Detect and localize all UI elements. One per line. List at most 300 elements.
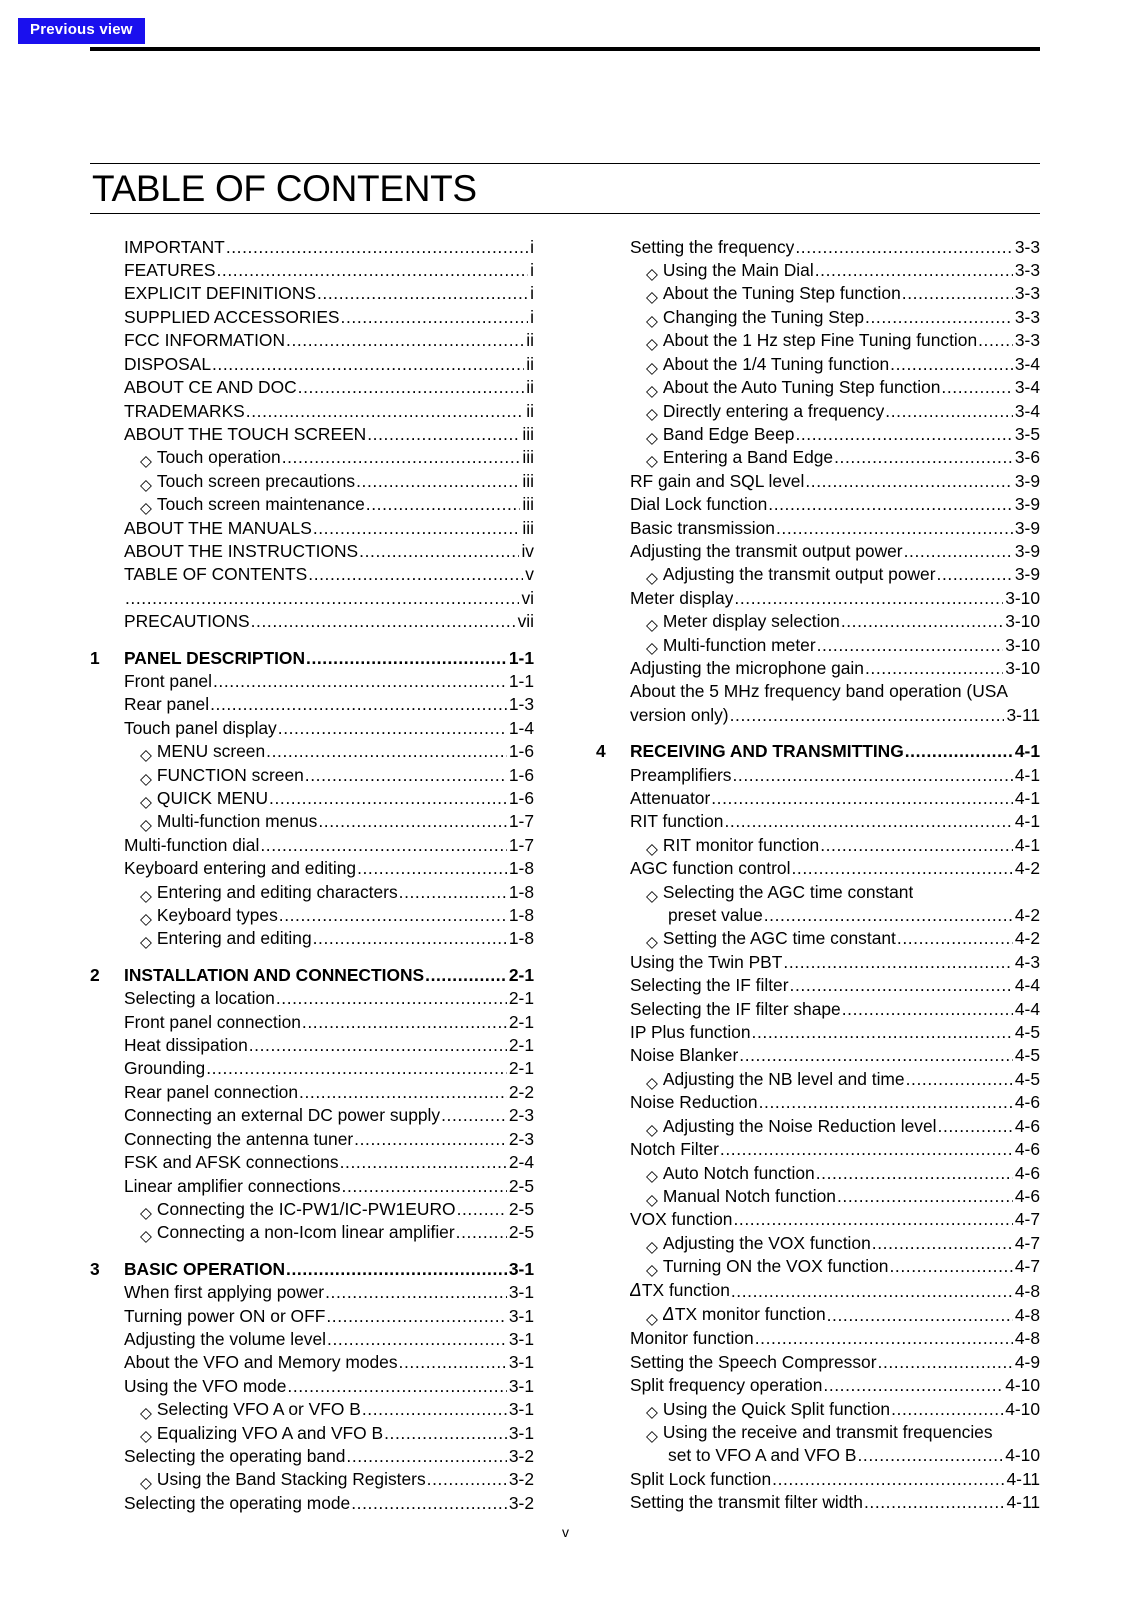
delta-symbol: Δ — [662, 1304, 675, 1325]
toc-entry-page-number: 4-6 — [1014, 1115, 1040, 1136]
toc-entry-page-number: 3-3 — [1014, 283, 1040, 304]
toc-entry-label: Band Edge Beep — [662, 423, 795, 444]
diamond-bullet-icon: ◇ — [140, 1428, 152, 1446]
dot-leader — [827, 1304, 1013, 1327]
toc-entry-page-number: 1-6 — [508, 764, 534, 785]
dot-leader — [279, 904, 507, 927]
diamond-bullet-icon: ◇ — [646, 336, 658, 354]
diamond-bullet-icon: ◇ — [646, 359, 658, 377]
dot-leader — [260, 834, 507, 857]
toc-left-column — [90, 236, 534, 1516]
toc-entry-label: Noise Reduction — [630, 1092, 758, 1113]
dot-leader — [897, 927, 1013, 950]
toc-entry-page-number: 4-1 — [1014, 741, 1040, 762]
dot-leader — [286, 1258, 507, 1281]
toc-entry-label: Adjusting the NB level and time — [662, 1068, 905, 1089]
toc-entry[interactable] — [90, 927, 534, 950]
toc-entry-label: FUNCTION screen — [156, 764, 304, 785]
dot-leader — [313, 517, 521, 540]
toc-entry[interactable] — [596, 1374, 1040, 1397]
dot-leader — [890, 353, 1013, 376]
toc-entry[interactable] — [596, 1491, 1040, 1514]
toc-entry-label: IP Plus function — [630, 1022, 751, 1043]
toc-entry[interactable] — [596, 259, 1040, 282]
toc-entry-label: Notch Filter — [630, 1139, 719, 1160]
toc-entry-label: Rear panel connection — [124, 1081, 299, 1102]
toc-entry[interactable] — [90, 1328, 534, 1351]
dot-leader — [456, 1221, 507, 1244]
toc-entry-label: Front panel connection — [124, 1011, 301, 1032]
toc-entry[interactable] — [90, 740, 534, 763]
toc-entry-label: Using the VFO mode — [124, 1375, 287, 1396]
toc-entry-label: Auto Notch function — [662, 1162, 815, 1183]
toc-entry-label: BASIC OPERATION — [124, 1258, 286, 1279]
toc-entry[interactable] — [596, 446, 1040, 469]
dot-leader — [425, 964, 507, 987]
dot-leader — [399, 881, 507, 904]
toc-entry-page-number: 2-1 — [508, 1035, 534, 1056]
toc-entry-page-number: 3-1 — [508, 1328, 534, 1349]
diamond-bullet-icon: ◇ — [140, 500, 152, 518]
toc-entry-label: Using the receive and transmit frequencies — [662, 1421, 993, 1442]
page-number-footer: v — [562, 1524, 569, 1540]
toc-entry-page-number: 3-3 — [1014, 306, 1040, 327]
toc-right-column — [596, 236, 1040, 1516]
toc-entry[interactable] — [596, 927, 1040, 950]
toc-entry[interactable] — [90, 517, 534, 540]
toc-entry-page-number: 3-1 — [508, 1352, 534, 1373]
dot-leader — [399, 1351, 507, 1374]
toc-entry[interactable] — [596, 423, 1040, 446]
toc-entry-page-number: 4-7 — [1014, 1209, 1040, 1230]
toc-entry-page-number: 4-10 — [1005, 1398, 1040, 1419]
toc-entry[interactable] — [90, 423, 534, 446]
toc-chapter-entry[interactable] — [90, 1258, 534, 1281]
toc-entry[interactable] — [596, 998, 1040, 1021]
toc-entry[interactable] — [596, 1208, 1040, 1231]
toc-entry[interactable] — [90, 1104, 534, 1127]
toc-entry-page-number: i — [530, 236, 534, 257]
toc-entry-label: INSTALLATION AND CONNECTIONS — [124, 964, 425, 985]
toc-entry-label: Setting the frequency — [630, 236, 795, 257]
toc-entry-page-number: v — [525, 564, 534, 585]
dot-leader — [212, 353, 524, 376]
toc-entry[interactable] — [90, 881, 534, 904]
toc-chapter-entry[interactable] — [90, 964, 534, 987]
toc-entry[interactable] — [596, 974, 1040, 997]
toc-entry-label: Keyboard types — [156, 905, 278, 926]
toc-entry-page-number: ii — [526, 353, 534, 374]
dot-leader — [359, 540, 519, 563]
dot-leader — [768, 493, 1013, 516]
toc-entry-page-number: 3-2 — [508, 1469, 534, 1490]
toc-entry[interactable] — [596, 1138, 1040, 1161]
diamond-bullet-icon: ◇ — [140, 770, 152, 788]
toc-entry[interactable] — [596, 282, 1040, 305]
toc-entry-page-number: 1-1 — [508, 647, 534, 668]
toc-entry[interactable] — [596, 517, 1040, 540]
toc-entry-label: Directly entering a frequency — [662, 400, 885, 421]
toc-entry-page-number: 1-8 — [508, 928, 534, 949]
toc-entry[interactable] — [596, 787, 1040, 810]
toc-entry[interactable] — [90, 904, 534, 927]
toc-entry[interactable] — [596, 400, 1040, 423]
dot-leader — [790, 974, 1013, 997]
toc-entry-label: Manual Notch function — [662, 1185, 836, 1206]
toc-entry[interactable] — [90, 1468, 534, 1491]
toc-chapter-entry[interactable] — [596, 740, 1040, 763]
toc-entry-page-number: 4-3 — [1014, 951, 1040, 972]
toc-entry[interactable] — [596, 306, 1040, 329]
diamond-bullet-icon: ◇ — [140, 910, 152, 928]
toc-entry-label: Adjusting the transmit output power — [630, 540, 903, 561]
toc-entry[interactable] — [596, 563, 1040, 586]
toc-entry[interactable] — [90, 1398, 534, 1421]
toc-chapter-entry[interactable] — [90, 647, 534, 670]
toc-entry-label: version only) — [630, 704, 729, 725]
toc-entry-continuation[interactable] — [596, 1444, 1040, 1467]
section-gap — [90, 634, 534, 647]
toc-entry[interactable] — [596, 1091, 1040, 1114]
toc-entry[interactable] — [596, 610, 1040, 633]
toc-entry-label: Connecting the antenna tuner — [124, 1128, 354, 1149]
toc-entry-page-number: 4-11 — [1006, 1492, 1040, 1513]
toc-entry-label: Adjusting the VOX function — [662, 1232, 871, 1253]
toc-entry[interactable] — [90, 1034, 534, 1057]
toc-entry[interactable] — [90, 1128, 534, 1151]
toc-entry[interactable] — [90, 400, 534, 423]
toc-entry[interactable] — [596, 657, 1040, 680]
toc-entry[interactable] — [596, 1255, 1040, 1278]
toc-entry[interactable] — [90, 446, 534, 469]
toc-entry[interactable] — [90, 857, 534, 880]
toc-entry-label: Using the Main Dial — [662, 260, 814, 281]
toc-entry-label: Meter display selection — [662, 611, 840, 632]
diamond-bullet-icon: ◇ — [646, 406, 658, 424]
toc-entry-page-number: 3-3 — [1014, 236, 1040, 257]
toc-entry-label: Entering a Band Edge — [662, 447, 834, 468]
toc-entry-page-number: 3-9 — [1014, 517, 1040, 538]
toc-entry-label: QUICK MENU — [156, 788, 269, 808]
toc-entry[interactable] — [90, 764, 534, 787]
diamond-bullet-icon: ◇ — [646, 1121, 658, 1139]
toc-entry[interactable] — [90, 717, 534, 740]
dot-leader — [817, 634, 1004, 657]
toc-entry[interactable] — [596, 236, 1040, 259]
toc-entry[interactable] — [90, 1057, 534, 1080]
toc-entry[interactable] — [596, 1398, 1040, 1421]
diamond-bullet-icon: ◇ — [140, 817, 152, 835]
dot-leader — [978, 329, 1013, 352]
dot-leader — [864, 1491, 1005, 1514]
dot-leader — [764, 904, 1013, 927]
toc-entry-page-number: 4-6 — [1014, 1139, 1040, 1160]
toc-entry-page-number: 4-8 — [1014, 1328, 1040, 1349]
diamond-bullet-icon: ◇ — [646, 617, 658, 635]
toc-entry-page-number: 4-8 — [1014, 1304, 1040, 1325]
toc-entry-page-number: 3-10 — [1005, 611, 1040, 632]
toc-entry[interactable] — [596, 1232, 1040, 1255]
dot-leader — [720, 1138, 1013, 1161]
toc-entry[interactable] — [596, 1044, 1040, 1067]
toc-entry-label: Touch screen precautions — [156, 470, 356, 491]
toc-title-block — [90, 163, 1040, 214]
toc-entry-label: Monitor function — [630, 1328, 754, 1349]
dot-leader — [362, 1398, 507, 1421]
dot-leader — [341, 306, 529, 329]
toc-entry[interactable] — [90, 1445, 534, 1468]
dot-leader — [427, 1468, 507, 1491]
dot-leader — [795, 423, 1012, 446]
dot-leader — [739, 1044, 1013, 1067]
dot-leader — [865, 657, 1003, 680]
dot-leader — [351, 1492, 507, 1515]
toc-entry-page-number: 3-5 — [1014, 423, 1040, 444]
toc-entry-page-number: 4-2 — [1014, 905, 1040, 926]
toc-entry[interactable] — [90, 693, 534, 716]
toc-entry-page-number: 4-5 — [1014, 1045, 1040, 1066]
toc-entry-page-number: 3-4 — [1014, 400, 1040, 421]
toc-entry-page-number: 2-5 — [508, 1198, 534, 1219]
dot-leader — [937, 563, 1013, 586]
dot-leader — [902, 282, 1013, 305]
toc-entry-label: Setting the Speech Compressor — [630, 1351, 877, 1372]
dot-leader — [457, 1198, 507, 1221]
toc-entry[interactable] — [596, 1468, 1040, 1491]
diamond-bullet-icon: ◇ — [140, 453, 152, 471]
toc-entry-label: Keyboard entering and editing — [124, 858, 357, 879]
toc-entry-page-number: i — [530, 260, 534, 281]
diamond-bullet-icon: ◇ — [140, 887, 152, 905]
toc-entry[interactable] — [90, 1351, 534, 1374]
dot-leader — [346, 1445, 506, 1468]
toc-entry[interactable] — [596, 493, 1040, 516]
toc-entry-label: About the Tuning Step function — [662, 283, 901, 304]
toc-entry-label: MENU screen — [156, 741, 266, 762]
dot-leader — [815, 259, 1013, 282]
toc-entry-label: Selecting VFO A or VFO B — [156, 1399, 361, 1420]
toc-entry-page-number: 3-10 — [1005, 657, 1040, 678]
toc-entry[interactable] — [90, 1011, 534, 1034]
toc-entry-label: TRADEMARKS — [124, 400, 245, 421]
toc-entry[interactable] — [596, 834, 1040, 857]
toc-entry[interactable] — [596, 376, 1040, 399]
diamond-bullet-icon: ◇ — [646, 1404, 658, 1422]
toc-entry-page-number: 4-8 — [1014, 1280, 1040, 1301]
toc-entry[interactable] — [596, 1115, 1040, 1138]
toc-entry[interactable] — [596, 1327, 1040, 1350]
toc-entry-page-number: iii — [522, 494, 534, 515]
toc-entry[interactable] — [90, 563, 534, 586]
toc-entry[interactable] — [90, 306, 534, 329]
toc-entry-page-number: 4-2 — [1014, 928, 1040, 949]
toc-entry[interactable] — [596, 587, 1040, 610]
toc-entry-label: Grounding — [124, 1058, 206, 1079]
toc-entry-page-number: ii — [526, 377, 534, 398]
toc-entry-label: VOX function — [630, 1209, 733, 1230]
toc-entry[interactable] — [90, 353, 534, 376]
toc-entry-continuation[interactable] — [596, 904, 1040, 927]
toc-entry-label: ΔTX function — [630, 1279, 730, 1301]
toc-entry-label: Preamplifiers — [630, 764, 732, 785]
toc-entry[interactable] — [596, 353, 1040, 376]
toc-entry[interactable] — [596, 1162, 1040, 1185]
toc-entry[interactable] — [596, 810, 1040, 833]
toc-entry-page-number: 3-9 — [1014, 470, 1040, 491]
toc-entry[interactable] — [90, 282, 534, 305]
toc-entry[interactable] — [90, 1198, 534, 1221]
toc-entry[interactable] — [90, 787, 534, 810]
dot-leader — [733, 1208, 1012, 1231]
toc-entry-label: About the 1/4 Tuning function — [662, 353, 890, 374]
toc-entry[interactable] — [596, 470, 1040, 493]
toc-entry[interactable] — [90, 470, 534, 493]
toc-entry-page-number: 3-9 — [1014, 540, 1040, 561]
toc-entry[interactable] — [90, 1375, 534, 1398]
toc-entry[interactable] — [90, 329, 534, 352]
toc-entry-label: Adjusting the Noise Reduction level — [662, 1115, 937, 1136]
toc-entry-page-number: 4-10 — [1005, 1445, 1040, 1466]
toc-entry[interactable] — [90, 587, 534, 610]
toc-entry-label: Touch screen maintenance — [156, 494, 365, 515]
dot-leader — [711, 787, 1013, 810]
toc-entry-label: Connecting an external DC power supply — [124, 1105, 441, 1126]
toc-entry-label: ABOUT THE TOUCH SCREEN — [124, 423, 367, 444]
dot-leader — [820, 834, 1013, 857]
dot-leader — [842, 998, 1013, 1021]
toc-entry[interactable] — [90, 987, 534, 1010]
toc-entry-label: Turning ON the VOX function — [662, 1256, 889, 1277]
toc-entry-page-number: 3-1 — [508, 1258, 534, 1279]
toc-entry[interactable] — [90, 1175, 534, 1198]
dot-leader — [731, 1280, 1013, 1303]
toc-entry-page-number: 4-6 — [1014, 1162, 1040, 1183]
toc-entry-page-number: 4-2 — [1014, 858, 1040, 879]
dot-leader — [125, 587, 519, 610]
toc-entry[interactable] — [90, 610, 534, 633]
toc-entry-page-number: 3-1 — [508, 1375, 534, 1396]
diamond-bullet-icon: ◇ — [140, 793, 152, 811]
toc-entry[interactable] — [596, 540, 1040, 563]
toc-entry[interactable] — [596, 1421, 1040, 1444]
toc-entry[interactable] — [596, 764, 1040, 787]
toc-entry-label: RECEIVING AND TRANSMITTING — [630, 741, 904, 762]
diamond-bullet-icon: ◇ — [646, 383, 658, 400]
toc-entry[interactable] — [596, 1351, 1040, 1374]
toc-entry-label: Using the Twin PBT — [630, 951, 783, 972]
toc-entry-label: ABOUT THE INSTRUCTIONS — [124, 540, 359, 561]
toc-entry-page-number: 3-1 — [508, 1399, 534, 1420]
toc-entry[interactable] — [596, 329, 1040, 352]
toc-entry[interactable] — [596, 857, 1040, 880]
toc-entry-page-number: 2-3 — [508, 1128, 534, 1149]
toc-entry-page-number: 4-9 — [1014, 1351, 1040, 1372]
toc-entry-page-number: 3-1 — [508, 1422, 534, 1443]
toc-entry-page-number: 1-3 — [508, 694, 534, 715]
toc-entry[interactable] — [90, 1492, 534, 1515]
toc-entry[interactable] — [596, 1068, 1040, 1091]
toc-entry-label: Setting the transmit filter width — [630, 1492, 863, 1513]
toc-entry-page-number: 3-11 — [1006, 704, 1040, 725]
toc-entry-continuation[interactable] — [596, 704, 1040, 727]
toc-entry-label: TABLE OF CONTENTS — [124, 564, 308, 585]
toc-entry-label: ABOUT THE MANUALS — [124, 517, 312, 538]
diamond-bullet-icon: ◇ — [646, 570, 658, 588]
toc-entry[interactable] — [90, 1422, 534, 1445]
dot-leader — [367, 423, 520, 446]
toc-entry[interactable] — [90, 670, 534, 693]
toc-entry[interactable] — [90, 810, 534, 833]
toc-entry[interactable] — [90, 1151, 534, 1174]
toc-entry-page-number: i — [530, 283, 534, 304]
diamond-bullet-icon: ◇ — [646, 429, 658, 447]
toc-entry[interactable] — [90, 236, 534, 259]
dot-leader — [206, 1057, 507, 1080]
toc-entry[interactable] — [90, 540, 534, 563]
toc-entry-label: FSK and AFSK connections — [124, 1152, 339, 1173]
toc-entry-label: Dial Lock function — [630, 494, 768, 515]
dot-leader — [298, 376, 525, 399]
toc-entry-page-number: iii — [522, 517, 534, 538]
toc-entry-page-number: 2-3 — [508, 1105, 534, 1126]
toc-entry-page-number: 3-9 — [1014, 564, 1040, 585]
toc-entry[interactable] — [596, 951, 1040, 974]
previous-view-button[interactable]: Previous view — [18, 18, 145, 44]
toc-entry-page-number: iii — [522, 470, 534, 491]
toc-entry[interactable] — [90, 1305, 534, 1328]
toc-entry-page-number: 1-7 — [508, 834, 534, 855]
toc-entry[interactable] — [596, 680, 1040, 703]
toc-entry[interactable] — [596, 1185, 1040, 1208]
toc-entry[interactable] — [596, 1279, 1040, 1303]
toc-entry[interactable] — [596, 634, 1040, 657]
dot-leader — [340, 1151, 507, 1174]
dot-leader — [384, 1422, 507, 1445]
toc-entry-page-number: 2-1 — [508, 1058, 534, 1079]
toc-entry-page-number: 1-1 — [508, 670, 534, 691]
toc-entry-page-number: vi — [521, 587, 534, 608]
toc-entry-label: Split frequency operation — [630, 1375, 823, 1396]
toc-entry-page-number: 1-6 — [508, 741, 534, 762]
diamond-bullet-icon: ◇ — [140, 1405, 152, 1423]
dot-leader — [216, 259, 528, 282]
toc-entry[interactable] — [90, 834, 534, 857]
toc-entry[interactable] — [90, 1081, 534, 1104]
toc-entry[interactable] — [90, 259, 534, 282]
toc-entry[interactable] — [596, 881, 1040, 904]
toc-entry[interactable] — [90, 1281, 534, 1304]
toc-entry-label: Selecting the IF filter — [630, 975, 789, 996]
toc-entry[interactable] — [90, 493, 534, 516]
dot-leader — [776, 517, 1013, 540]
dot-leader — [266, 740, 507, 763]
toc-entry-label: About the 1 Hz step Fine Tuning function — [662, 330, 978, 351]
toc-entry[interactable] — [596, 1303, 1040, 1327]
toc-entry-label: SUPPLIED ACCESSORIES — [124, 306, 340, 327]
toc-entry-page-number: 1-4 — [508, 717, 534, 738]
toc-entry-label: When first applying power — [124, 1282, 325, 1303]
toc-entry[interactable] — [90, 376, 534, 399]
toc-entry-label: Selecting the operating band — [124, 1445, 346, 1466]
toc-entry-label: Selecting the AGC time constant — [662, 881, 914, 902]
toc-entry[interactable] — [596, 1021, 1040, 1044]
dot-leader — [734, 587, 1003, 610]
toc-entry[interactable] — [90, 1221, 534, 1244]
toc-entry-page-number: 4-6 — [1014, 1092, 1040, 1113]
toc-entry-page-number: 4-7 — [1014, 1256, 1040, 1277]
toc-entry-page-number: 2-5 — [508, 1222, 534, 1243]
toc-entry-label: Multi-function meter — [662, 634, 816, 655]
